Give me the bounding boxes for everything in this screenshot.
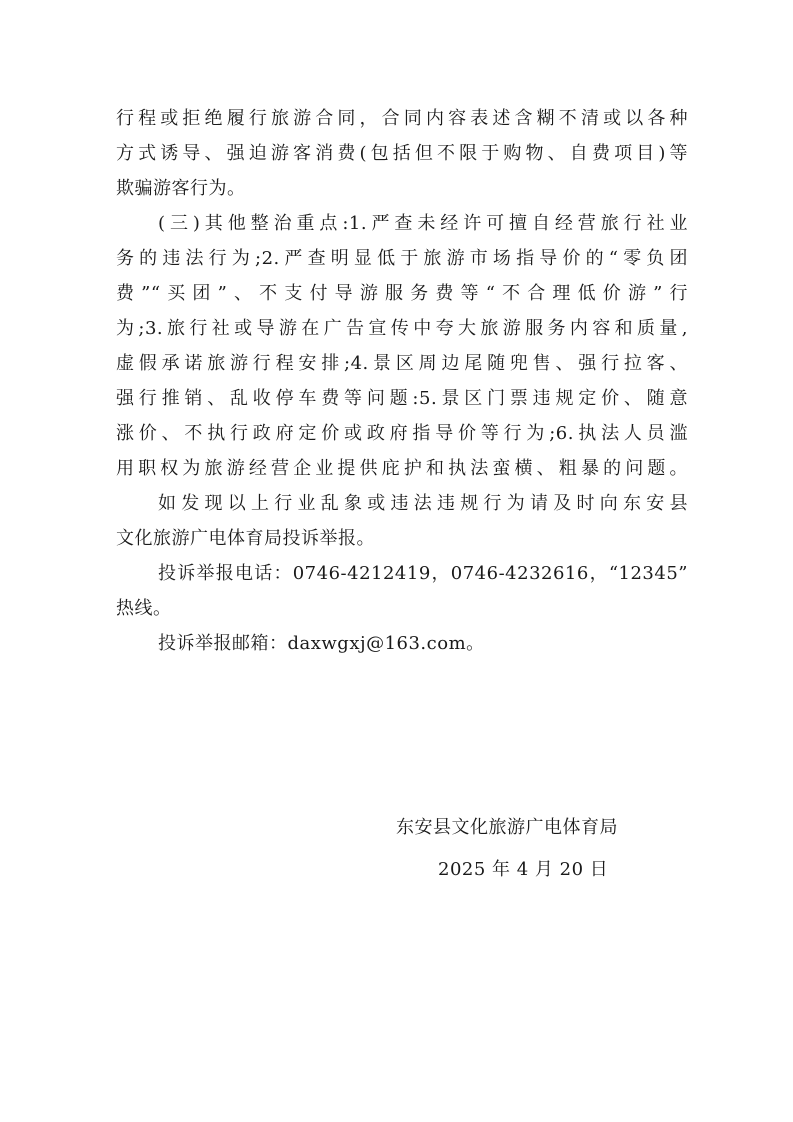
paragraph-line: 虚假承诺旅游行程安排;4.景区周边尾随兜售、强行拉客、 xyxy=(116,353,688,374)
paragraph-line: 方式诱导、强迫游客消费(包括但不限于购物、自费项目)等 xyxy=(116,143,688,164)
signature-date: 2025 年 4 月 20 日 xyxy=(438,859,609,880)
paragraph-line: 欺骗游客行为。 xyxy=(116,178,246,199)
paragraph-line: 强行推销、乱收停车费等问题:5.景区门票违规定价、随意 xyxy=(116,388,688,409)
paragraph-line: 涨价、不执行政府定价或政府指导价等行为;6.执法人员滥 xyxy=(116,423,688,444)
paragraph-line: 为;3.旅行社或导游在广告宣传中夸大旅游服务内容和质量, xyxy=(116,318,688,339)
paragraph-line: 行程或拒绝履行旅游合同，合同内容表述含糊不清或以各种 xyxy=(116,108,688,129)
paragraph-line: 用职权为旅游经营企业提供庇护和执法蛮横、粗暴的问题。 xyxy=(116,458,688,479)
paragraph-line: 务的违法行为;2.严查明显低于旅游市场指导价的“零负团 xyxy=(116,248,688,269)
contact-phone-line: 投诉举报电话：0746-4212419，0746-4232616，“12345” xyxy=(158,563,688,584)
contact-phone-line: 热线。 xyxy=(116,598,172,619)
signature-organization: 东安县文化旅游广电体育局 xyxy=(396,817,618,838)
contact-email-line: 投诉举报邮箱：daxwgxj@163.com。 xyxy=(158,633,485,654)
document-body xyxy=(116,101,688,661)
paragraph-line: 如发现以上行业乱象或违法违规行为请及时向东安县 xyxy=(158,493,688,514)
paragraph-line: (三)其他整治重点:1.严查未经许可擅自经营旅行社业 xyxy=(158,213,688,234)
paragraph-line: 费”“买团”、不支付导游服务费等“不合理低价游”行 xyxy=(116,283,688,304)
paragraph-line: 文化旅游广电体育局投诉举报。 xyxy=(116,528,375,549)
